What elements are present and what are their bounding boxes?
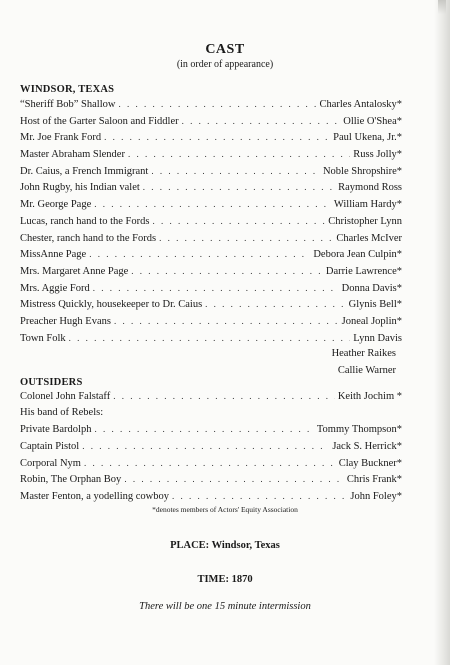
cast-row <box>20 280 402 297</box>
equity-note: *denotes members of Actors' Equity Association <box>152 505 298 514</box>
role-name: His band of Rebels: <box>20 406 104 418</box>
section-title-outsiders: OUTSIDERS <box>20 377 83 388</box>
dot-leader <box>152 213 325 230</box>
actor-name: Paul Ukena, Jr.* <box>333 132 402 144</box>
role-name: Town Folk <box>20 332 66 344</box>
role-name: Master Fenton, a yodelling cowboy <box>20 491 170 503</box>
actor-name: William Hardy* <box>333 199 402 211</box>
dot-leader <box>82 438 329 455</box>
role-name: Corporal Nym <box>20 457 81 469</box>
dot-leader <box>113 388 335 405</box>
actor-name: Heather Raikes <box>331 348 396 360</box>
page-corner-mark <box>438 0 446 14</box>
role-name: Mrs. Aggie Ford <box>20 282 90 294</box>
dot-leader <box>118 96 316 113</box>
dot-leader <box>159 230 333 247</box>
dot-leader <box>94 421 313 438</box>
cast-row <box>20 263 402 280</box>
actor-name: Jack S. Herrick* <box>332 441 402 453</box>
cast-row <box>20 313 402 330</box>
cast-row <box>20 438 402 455</box>
cast-row <box>20 196 402 213</box>
role-name: MissAnne Page <box>20 249 87 261</box>
dot-leader <box>128 146 350 163</box>
dot-leader <box>114 313 339 330</box>
actor-name: Joneal Joplin* <box>341 315 402 327</box>
cast-row <box>20 179 402 196</box>
cast-row <box>20 296 402 313</box>
role-name: Mr. George Page <box>20 199 92 211</box>
cast-row <box>20 129 402 146</box>
time-line: TIME: 1870 <box>197 574 253 585</box>
role-name: Dr. Caius, a French Immigrant <box>20 165 149 177</box>
cast-row <box>20 113 402 130</box>
cast-row <box>20 455 402 472</box>
role-name: Chester, ranch hand to the Fords <box>20 232 157 244</box>
actor-name: Keith Jochim * <box>337 391 402 402</box>
dot-leader <box>131 263 323 280</box>
actor-name: Ollie O'Shea* <box>343 115 402 127</box>
dot-leader <box>84 455 336 472</box>
role-name: Colonel John Falstaff <box>20 391 111 402</box>
actor-name: Darrie Lawrence* <box>325 265 402 277</box>
cast-row <box>20 388 402 405</box>
role-name: Captain Pistol <box>20 441 80 453</box>
cast-row-subheading <box>20 405 402 422</box>
actor-name: Russ Jolly* <box>353 149 402 161</box>
actor-name: Tommy Thompson* <box>316 424 402 436</box>
cast-row <box>20 246 402 263</box>
cast-row <box>20 330 402 347</box>
cast-row <box>20 96 402 113</box>
actor-name: John Foley* <box>350 491 402 503</box>
cast-row <box>20 421 402 438</box>
role-name: Mr. Joe Frank Ford <box>20 132 102 144</box>
actor-name: Charles Antalosky* <box>319 99 402 110</box>
dot-leader <box>182 113 341 130</box>
role-name: Lucas, ranch hand to the Fords <box>20 215 150 227</box>
actor-name: Charles McIver <box>336 232 402 244</box>
role-name: “Sheriff Bob” Shallow <box>20 99 116 110</box>
cast-row <box>20 213 402 230</box>
section-title-windsor: WINDSOR, TEXAS <box>20 84 115 95</box>
dot-leader <box>205 296 345 313</box>
cast-subtitle: (in order of appearance) <box>176 59 274 70</box>
actor-name: Lynn Davis <box>353 332 402 344</box>
actor-name: Donna Davis* <box>341 282 402 294</box>
actor-name: Debora Jean Culpin* <box>313 249 402 261</box>
dot-leader <box>104 129 330 146</box>
actor-name: Raymond Ross <box>338 182 402 194</box>
cast-list-outsiders <box>20 388 402 505</box>
dot-leader <box>151 163 320 180</box>
role-name: Master Abraham Slender <box>20 149 125 161</box>
role-name: Mrs. Margaret Anne Page <box>20 265 129 277</box>
dot-leader <box>93 280 339 297</box>
role-name: Robin, The Orphan Boy <box>20 474 122 486</box>
actor-name: Noble Shropshire* <box>322 165 402 177</box>
cast-row <box>20 163 402 180</box>
cast-row <box>20 471 402 488</box>
dot-leader <box>124 471 344 488</box>
intermission-note: There will be one 15 minute intermission <box>139 601 311 612</box>
place-line: PLACE: Windsor, Texas <box>170 540 280 551</box>
dot-leader <box>143 179 335 196</box>
cast-row-continued <box>20 346 402 363</box>
role-name: John Rugby, his Indian valet <box>20 182 140 194</box>
page-edge-shadow <box>434 0 450 665</box>
actor-name: Christopher Lynn <box>328 215 402 227</box>
dot-leader <box>172 488 347 505</box>
role-name: Host of the Garter Saloon and Fiddler <box>20 115 179 127</box>
role-name: Preacher Hugh Evans <box>20 315 111 327</box>
actor-name: Glynis Bell* <box>348 299 402 311</box>
role-name: Private Bardolph <box>20 424 92 436</box>
actor-name: Clay Buckner* <box>338 457 402 469</box>
cast-row <box>20 146 402 163</box>
cast-title: CAST <box>205 42 245 57</box>
cast-list-windsor <box>20 96 402 380</box>
dot-leader <box>89 246 310 263</box>
dot-leader <box>94 196 331 213</box>
cast-row <box>20 230 402 247</box>
cast-row <box>20 488 402 505</box>
actor-name: Callie Warner <box>337 365 396 376</box>
role-name: Mistress Quickly, housekeeper to Dr. Caius <box>20 299 203 311</box>
actor-name: Chris Frank* <box>346 474 402 486</box>
dot-leader <box>69 330 351 347</box>
